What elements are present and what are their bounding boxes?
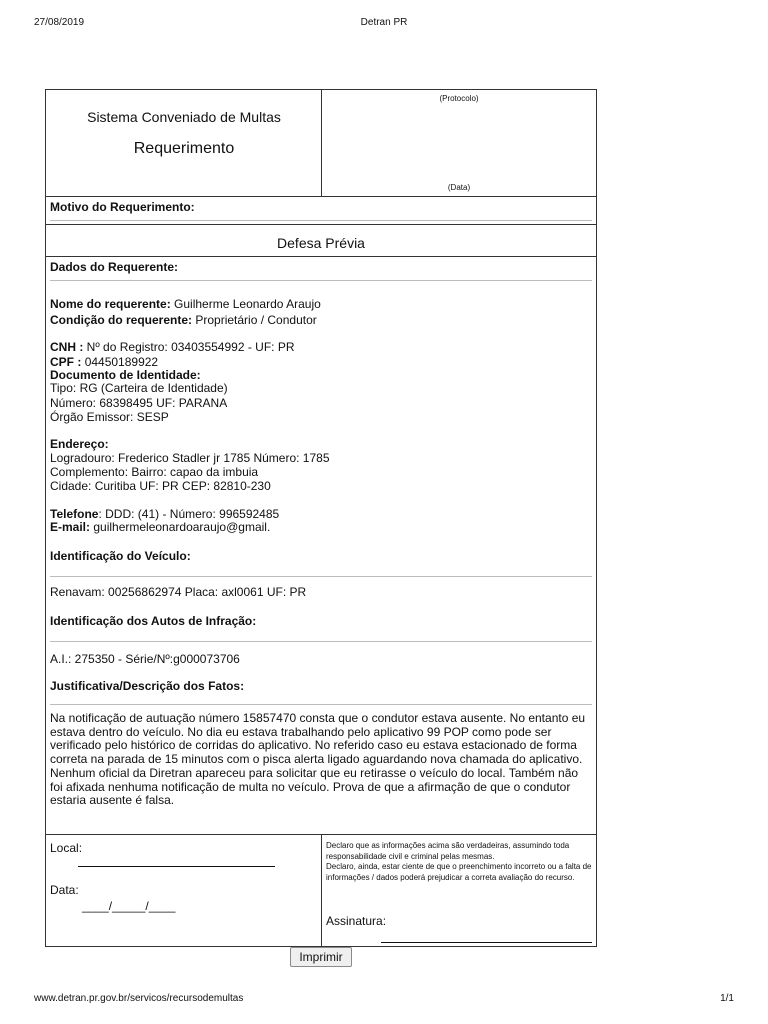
endereco-logradouro: Logradouro: Frederico Stadler jr 1785 Número: 1785 bbox=[50, 451, 330, 465]
motivo-label: Motivo do Requerimento: bbox=[50, 200, 195, 214]
doc-tipo: Tipo: RG (Carteira de Identidade) bbox=[50, 381, 228, 395]
veiculo-value: Renavam: 00256862974 Placa: axl0061 UF: PR bbox=[50, 585, 307, 599]
print-url: www.detran.pr.gov.br/servicos/recursodemultas bbox=[34, 993, 244, 1004]
print-date: 27/08/2019 bbox=[34, 17, 85, 28]
justificativa-text: Na notificação de autuação número 15857470 consta que o condutor estava ausente. No entanto eu estava dentro do veículo. No dia eu estava trabalhando pelo aplicativo 99 POP como pode ser verificado pelo histórico de corridas do aplicativo. No referido caso eu estava estacionado de forma correta na parada de 15 minutos com o pisca alerta ligado aguardando nova chamada do aplicativo. Nenhum oficial da Diretran apareceu para solicitar que eu retirasse o veículo do local. Também não foi afixada nenhuma notificação de multa no veículo. Prova de que a afirmação de que o condutor estaria ausente é falsa. bbox=[50, 711, 586, 808]
email-value: guilhermeleonardoaraujo@gmail. bbox=[90, 520, 271, 534]
autos-value: A.I.: 275350 - Série/Nº:g000073706 bbox=[50, 652, 240, 666]
assinatura-label: Assinatura: bbox=[326, 914, 387, 928]
cnh-row bbox=[50, 340, 295, 354]
divider bbox=[50, 576, 592, 577]
endereco-label-text: Endereço: bbox=[50, 437, 109, 451]
justificativa-label: Justificativa/Descrição dos Fatos: bbox=[50, 679, 245, 693]
nome-label: Nome do requerente: bbox=[50, 297, 171, 311]
data-field-blank: ____/_____/____ bbox=[82, 899, 176, 913]
doc-label-text: Documento de Identidade: bbox=[50, 368, 201, 382]
veiculo-label: Identificação do Veículo: bbox=[50, 549, 191, 563]
local-data-cell bbox=[46, 835, 322, 946]
document-title: Requerimento bbox=[133, 140, 235, 157]
divider bbox=[50, 280, 592, 281]
endereco-label bbox=[50, 437, 109, 451]
motivo-value: Defesa Prévia bbox=[277, 235, 365, 251]
declaro-1: Declaro que as informações acima são verdadeiras, assumindo toda responsabilidade civil e criminal pelas mesmas. bbox=[326, 841, 570, 861]
divider bbox=[50, 641, 592, 642]
data-field-label: Data: bbox=[50, 883, 79, 897]
print-header bbox=[0, 17, 768, 31]
doc-orgao: Órgão Emissor: SESP bbox=[50, 410, 169, 424]
form-title-cell bbox=[46, 90, 322, 196]
print-button[interactable]: Imprimir bbox=[290, 947, 352, 967]
local-label: Local: bbox=[50, 841, 83, 855]
divider bbox=[50, 220, 592, 221]
form-header bbox=[46, 90, 596, 197]
telefone-value: : DDD: (41) - Número: 996592485 bbox=[98, 507, 280, 521]
email-label: E-mail: bbox=[50, 520, 91, 534]
cnh-value: Nº do Registro: 03403554992 - UF: PR bbox=[86, 340, 295, 354]
print-footer bbox=[0, 993, 768, 1007]
declaracao-text bbox=[326, 841, 592, 883]
email-row bbox=[50, 520, 270, 534]
section-border bbox=[46, 256, 596, 257]
dados-label: Dados do Requerente: bbox=[50, 260, 179, 274]
telefone-label: Telefone bbox=[50, 507, 99, 521]
nome-row bbox=[50, 297, 321, 311]
cnh-label: CNH : bbox=[50, 340, 84, 354]
autos-label: Identificação dos Autos de Infração: bbox=[50, 614, 257, 628]
local-signature-line bbox=[78, 866, 275, 867]
telefone-row bbox=[50, 507, 279, 521]
cpf-label: CPF : bbox=[50, 355, 82, 369]
condicao-row bbox=[50, 313, 317, 327]
endereco-complemento: Complemento: Bairro: capao da imbuia bbox=[50, 465, 259, 479]
nome-value: Guilherme Leonardo Araujo bbox=[174, 297, 321, 311]
protocol-cell bbox=[322, 90, 596, 196]
condicao-value: Proprietário / Condutor bbox=[195, 313, 317, 327]
condicao-label: Condição do requerente: bbox=[50, 313, 193, 327]
cpf-value: 04450189922 bbox=[84, 355, 159, 369]
doc-numero: Número: 68398495 UF: PARANA bbox=[50, 396, 228, 410]
print-title: Detran PR bbox=[360, 17, 408, 28]
endereco-cidade: Cidade: Curitiba UF: PR CEP: 82810-230 bbox=[50, 479, 271, 493]
system-name: Sistema Conveniado de Multas bbox=[87, 109, 281, 125]
data-label: (Data) bbox=[447, 183, 471, 192]
assinatura-line bbox=[381, 942, 592, 943]
page-number: 1/1 bbox=[720, 993, 734, 1004]
doc-label bbox=[50, 368, 201, 382]
cpf-row bbox=[50, 355, 158, 369]
declaracao-cell bbox=[322, 835, 596, 946]
section-border bbox=[46, 224, 596, 225]
protocolo-label: (Protocolo) bbox=[439, 94, 479, 103]
requerimento-form bbox=[45, 89, 597, 947]
declaro-2: Declaro, ainda, estar ciente de que o preenchimento incorreto ou a falta de informações / dados poderá prejudicar a correta avaliação do recurso. bbox=[326, 862, 592, 882]
divider bbox=[50, 704, 592, 705]
